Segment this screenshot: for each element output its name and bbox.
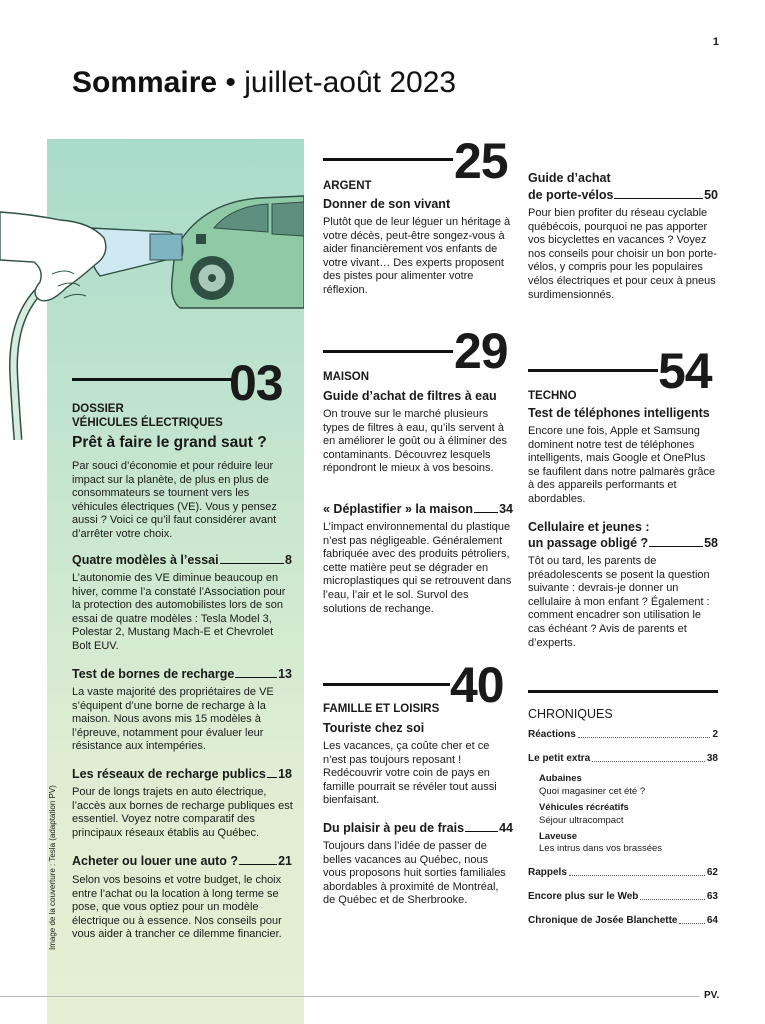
rule-29 xyxy=(323,350,453,353)
section-label-maison: MAISON xyxy=(323,371,369,383)
text-filtres: On trouve sur le marché plusieurs types de filtres à eau, qu’ils servent à en améliorer le goût ou à éliminer des contaminants. Découvrez lesquels répondront le mieux à vos besoins. xyxy=(323,408,508,475)
chroniques-title: CHRONIQUES xyxy=(528,707,613,721)
text-porte-velos: Pour bien profiter du réseau cyclable québécois, pourquoi ne pas apporter vos bicyclettes en vacances ? Voyez nos conseils pour choisir un bon porte-vélos, y compris pour les populaires vélos électriques et pour ceux à pneus surdimensionnés. xyxy=(528,207,717,301)
sub-desc-vr: Séjour ultracompact xyxy=(539,815,624,826)
article-entry-porte-velos[interactable] xyxy=(528,188,718,202)
article-page: 34 xyxy=(499,502,513,516)
article-title: un passage obligé ? xyxy=(528,536,649,550)
article-text-reseaux: Pour de longs trajets en auto électrique, l’accès aux bornes de recharge publiques est essentiel. Voyez notre comparatif des principaux réseaux établis au Québec. xyxy=(72,786,293,839)
toc-item-web[interactable]: Encore plus sur le Web 63 xyxy=(528,891,718,902)
title-date: • juillet-août 2023 xyxy=(217,66,457,99)
cell-title-line1[interactable]: Cellulaire et jeunes : xyxy=(528,520,650,534)
section-number-03: 03 xyxy=(229,355,283,411)
toc-item-reactions[interactable]: Réactions 2 xyxy=(528,729,718,740)
rule-54 xyxy=(528,369,658,372)
article-text-quatre-modeles: L’autonomie des VE diminue beaucoup en hiver, comme l’a constaté l’Association pour la protection des automobilistes lors de son essai de quatre modèles : Tesla Model 3, Polestar 2, Mustang Mach-E et Chevrolet Bolt EUV. xyxy=(72,572,286,652)
section-number-29: 29 xyxy=(454,323,508,379)
article-page: 8 xyxy=(285,553,292,567)
sub-desc-laveuse: Les intrus dans vos brassées xyxy=(539,843,663,854)
section-label-argent: ARGENT xyxy=(323,180,372,192)
rule-40 xyxy=(323,683,450,686)
rule-chroniques xyxy=(528,690,718,693)
article-text-bornes: La vaste majorité des propriétaires de VE s’équipent d’une borne de recharge à la maison. Nous avons mis 15 modèles à l’épreuve, notamment pour évaluer leur résistance aux intempéries. xyxy=(72,686,274,753)
headline-telephones[interactable]: Test de téléphones intelligents xyxy=(528,406,710,420)
toc-item-chronique-josee[interactable]: Chronique de Josée Blanchette 64 xyxy=(528,915,718,926)
article-entry-bornes[interactable] xyxy=(72,667,292,681)
left-rule xyxy=(72,378,232,381)
article-page: 13 xyxy=(278,667,292,681)
article-entry-reseaux[interactable] xyxy=(72,767,292,781)
page-title xyxy=(72,66,456,100)
text-plaisir: Toujours dans l’idée de passer de belles vacances au Québec, nous vous proposons huit sorties familiales abordables à proximité de Montréal, de Québec et de Sherbrooke. xyxy=(323,840,506,907)
toc-item-rappels[interactable]: Rappels 62 xyxy=(528,867,718,878)
text-deplastifier: L’impact environnemental du plastique n’est pas négligeable. Généralement fabriquée avec des produits pétroliers, cette matière peut se dégrader en microplastiques qui se retrouvent dans l’eau, l’air et le sol. Survol des solutions de rechange. xyxy=(323,521,512,615)
section-number-40: 40 xyxy=(450,657,504,713)
toc-item-petit-extra[interactable]: Le petit extra 38 xyxy=(528,753,718,764)
pv-logo: PV. xyxy=(704,990,720,1001)
article-title: Du plaisir à peu de frais xyxy=(323,821,465,835)
article-page: 44 xyxy=(499,821,513,835)
section-number-54: 54 xyxy=(658,343,712,399)
article-page: 21 xyxy=(278,854,292,868)
sub-title-vr[interactable]: Véhicules récréatifs xyxy=(539,802,629,813)
text-telephones: Encore une fois, Apple et Samsung dominent notre test de téléphones intelligents, mais Google et OnePlus se faufilent dans notre palmarès grâce à des appareils performants et abordables. xyxy=(528,425,716,505)
article-entry-plaisir[interactable] xyxy=(323,821,513,835)
section-number-25: 25 xyxy=(454,133,508,189)
cover-credit: Image de la couverture : Tesla (adaptation PV) xyxy=(48,785,57,950)
article-page: 58 xyxy=(704,536,718,550)
footer-rule xyxy=(0,996,700,997)
article-title: « Déplastifier » la maison xyxy=(323,502,474,516)
title-bold: Sommaire xyxy=(72,66,218,99)
label-line-2: VÉHICULES ÉLECTRIQUES xyxy=(72,417,223,430)
article-title: Acheter ou louer une auto ? xyxy=(72,854,238,868)
text-cellulaire: Tôt ou tard, les parents de préadolescents se posent la question suivante : devrais-je donner un cellulaire à mon enfant ? Également : comment encadrer son utilisation le cas échéant ? Avis de parents et d’experts. xyxy=(528,555,710,649)
article-page: 50 xyxy=(704,188,718,202)
headline-touriste[interactable]: Touriste chez soi xyxy=(323,721,425,735)
article-entry-cellulaire[interactable] xyxy=(528,536,718,550)
left-headline: Prêt à faire le grand saut ? xyxy=(72,434,267,451)
text-donner: Plutôt que de leur léguer un héritage à votre décès, peut-être songez-vous à aider financièrement vos enfants de votre vivant… Des experts proposent des pistes pour alimenter votre réflexion. xyxy=(323,216,511,296)
article-title: de porte-vélos xyxy=(528,188,614,202)
article-page: 18 xyxy=(278,767,292,781)
sub-title-laveuse[interactable]: Laveuse xyxy=(539,831,578,842)
section-label-famille: FAMILLE ET LOISIRS xyxy=(323,703,440,715)
article-entry-acheter-louer[interactable] xyxy=(72,854,292,868)
headline-donner[interactable]: Donner de son vivant xyxy=(323,197,451,211)
left-intro: Par souci d’économie et pour réduire leur impact sur la planète, de plus en plus de consommateurs se tournent vers les véhicules électriques (VE). Vous y pensez aussi ? Voici ce qu’il faut considérer avant d’arrêter votre choix. xyxy=(72,460,277,540)
article-entry-deplastifier[interactable] xyxy=(323,502,513,516)
article-text-acheter-louer: Selon vos besoins et votre budget, le choix entre l’achat ou la location à long terme se pose, que vous optiez pour un modèle électrique ou à essence. Nos conseils pour vous aider à trancher ce dilemme financier. xyxy=(72,874,282,941)
sub-title-aubaines[interactable]: Aubaines xyxy=(539,773,582,784)
rule-25 xyxy=(323,158,453,161)
section-label-techno: TECHNO xyxy=(528,390,577,402)
label-line-1: DOSSIER xyxy=(72,403,124,415)
article-entry-quatre-modeles[interactable] xyxy=(72,553,292,567)
guide-title-line1[interactable]: Guide d’achat xyxy=(528,171,611,185)
page-number: 1 xyxy=(712,36,719,48)
article-title: Les réseaux de recharge publics xyxy=(72,767,266,781)
headline-filtres[interactable]: Guide d’achat de filtres à eau xyxy=(323,389,497,403)
article-title: Test de bornes de recharge xyxy=(72,667,235,681)
text-touriste: Les vacances, ça coûte cher et ce n’est pas toujours reposant ! Redécouvrir votre coin de pays en famille pourrait se révéler tout aussi bienfaisant. xyxy=(323,740,497,807)
sub-desc-aubaines: Quoi magasiner cet été ? xyxy=(539,786,646,797)
section-label-dossier xyxy=(72,402,223,431)
article-title: Quatre modèles à l’essai xyxy=(72,553,219,567)
